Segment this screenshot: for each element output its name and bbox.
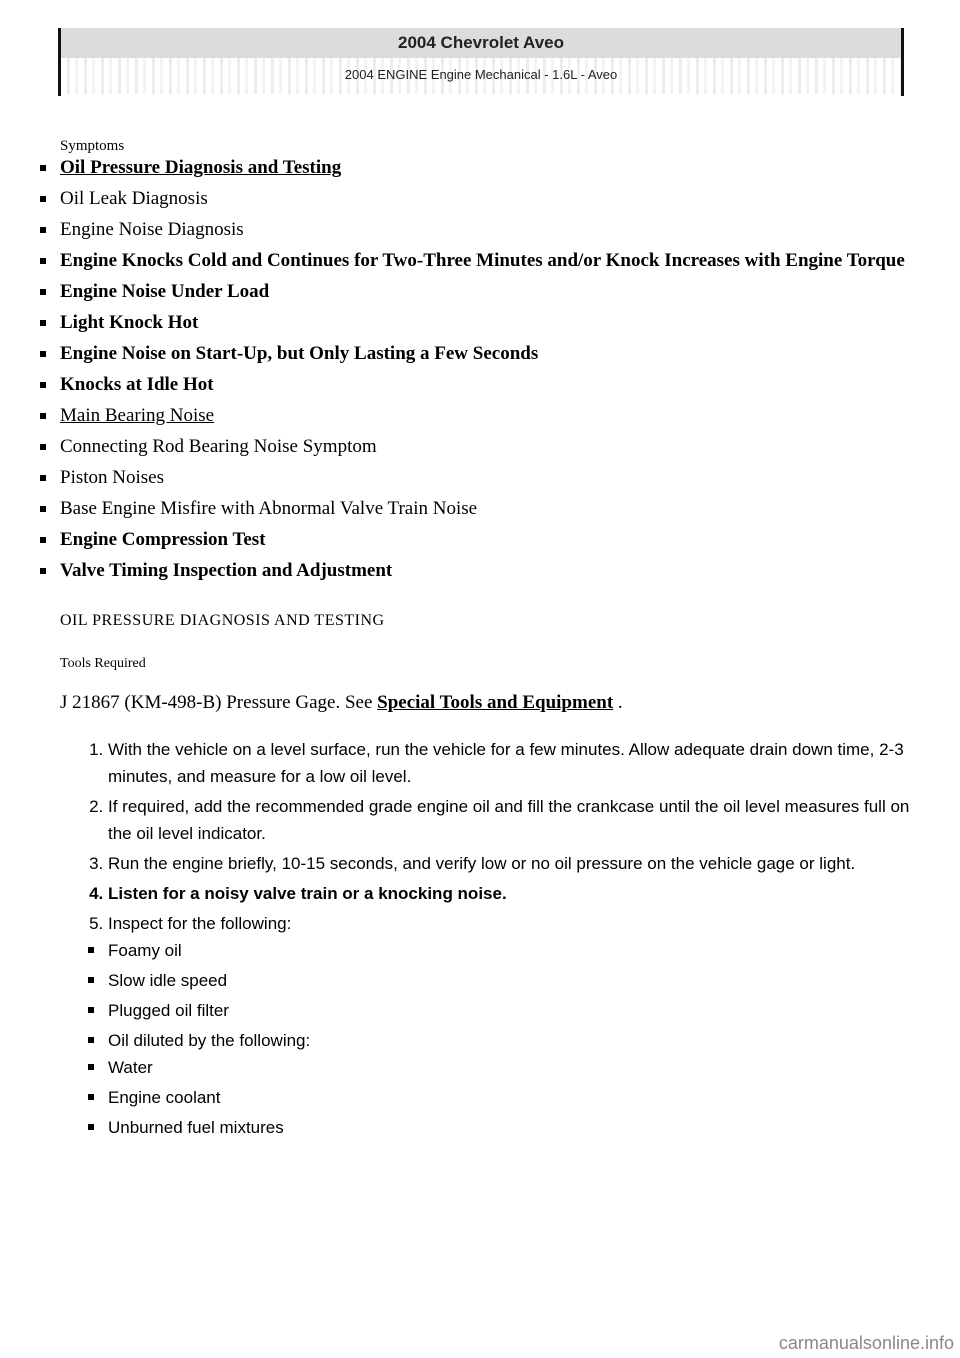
inspect-item: Slow idle speed bbox=[108, 967, 910, 994]
tools-text: J 21867 (KM-498-B) Pressure Gage. See bbox=[60, 692, 373, 713]
diluted-item: Unburned fuel mixtures bbox=[108, 1114, 910, 1141]
toc-item-knocks-cold: Engine Knocks Cold and Continues for Two-Three Minutes and/or Knock Increases with Engine Torque bbox=[60, 248, 910, 274]
toc-item-misfire: Base Engine Misfire with Abnormal Valve Train Noise bbox=[60, 496, 910, 522]
footer-watermark: carmanualsonline.info bbox=[778, 1333, 954, 1353]
header-subtitle: 2004 ENGINE Engine Mechanical - 1.6L - Aveo bbox=[61, 58, 901, 94]
toc-item-valve-timing: Valve Timing Inspection and Adjustment bbox=[60, 558, 910, 584]
special-tools-link[interactable]: Special Tools and Equipment bbox=[377, 692, 614, 713]
toc-item-engine-noise: Engine Noise Diagnosis bbox=[60, 217, 910, 243]
step-1: 1. With the vehicle on a level surface, run the vehicle for a few minutes. Allow adequate drain down time, 2-3 minutes, and measure for a low oil level. bbox=[108, 736, 910, 790]
step-4: 4. Listen for a noisy valve train or a knocking noise. bbox=[108, 880, 910, 907]
symptom-list bbox=[60, 155, 910, 584]
step-3: 3. Run the engine briefly, 10-15 seconds, and verify low or no oil pressure on the vehicle gage or light. bbox=[108, 850, 910, 877]
toc-link-main-bearing[interactable]: Main Bearing Noise bbox=[60, 403, 910, 429]
symptoms-label: Symptoms bbox=[60, 138, 125, 154]
step-5 bbox=[108, 910, 910, 1141]
toc-item-compression-test: Engine Compression Test bbox=[60, 527, 910, 553]
header-title: 2004 Chevrolet Aveo bbox=[61, 28, 901, 58]
toc-item-oil-leak: Oil Leak Diagnosis bbox=[60, 186, 910, 212]
step-5-text: Inspect for the following: bbox=[108, 914, 292, 933]
toc-item-noise-under-load: Engine Noise Under Load bbox=[60, 279, 910, 305]
diluted-item: Water bbox=[108, 1054, 910, 1081]
toc-link-oil-pressure[interactable]: Oil Pressure Diagnosis and Testing bbox=[60, 155, 910, 181]
toc-item-piston-noises: Piston Noises bbox=[60, 465, 910, 491]
tools-suffix: . bbox=[613, 692, 623, 713]
inspect-item: Plugged oil filter bbox=[108, 997, 910, 1024]
diluted-list bbox=[108, 1054, 910, 1141]
toc-item-light-knock: Light Knock Hot bbox=[60, 310, 910, 336]
inspect-item: Foamy oil bbox=[108, 937, 910, 964]
toc-item-start-up-noise: Engine Noise on Start-Up, but Only Lasting a Few Seconds bbox=[60, 341, 910, 367]
tools-label: Tools Required bbox=[60, 656, 146, 671]
procedure-steps bbox=[60, 736, 910, 1141]
inspect-item-text: Oil diluted by the following: bbox=[108, 1031, 311, 1050]
document-body bbox=[60, 130, 910, 1144]
step-2: 2. If required, add the recommended grade engine oil and fill the crankcase until the oil level measures full on the oil level indicator. bbox=[108, 793, 910, 847]
tools-line bbox=[60, 692, 910, 714]
toc-item-connecting-rod: Connecting Rod Bearing Noise Symptom bbox=[60, 434, 910, 460]
inspect-list bbox=[108, 937, 910, 1141]
toc-item-knocks-idle: Knocks at Idle Hot bbox=[60, 372, 910, 398]
diluted-item: Engine coolant bbox=[108, 1084, 910, 1111]
page-header bbox=[58, 28, 904, 96]
section-title: OIL PRESSURE DIAGNOSIS AND TESTING bbox=[60, 612, 385, 629]
inspect-item bbox=[108, 1027, 910, 1141]
